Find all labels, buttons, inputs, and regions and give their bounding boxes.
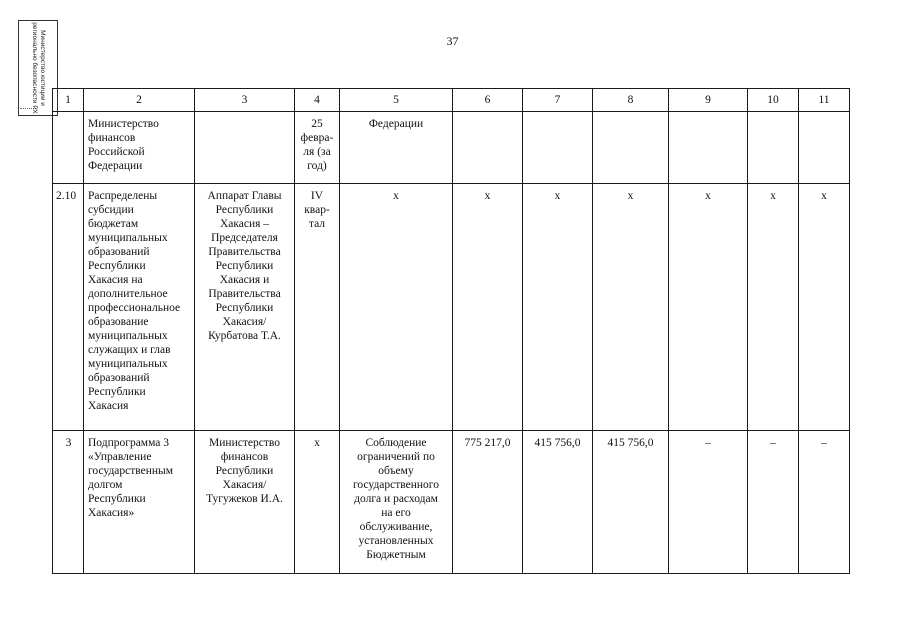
result-cell: Соблюдение ограничений по объему государственного долга и расходам на его обслуживание, установленных Бюджетным (340, 431, 453, 574)
header-cell: 7 (523, 89, 593, 112)
header-cell: 5 (340, 89, 453, 112)
row-number-cell: 2.10 (53, 184, 84, 431)
value-cell (523, 112, 593, 184)
value-cell: x (523, 184, 593, 431)
table-header-row (53, 89, 850, 112)
measure-name-cell: Распределены субсидии бюджетам муниципальных образований Республики Хакасия на дополнительное профессиональное образование муниципальных служащих и глав муниципальных образований Республики Хакасия (84, 184, 195, 431)
header-cell: 3 (195, 89, 295, 112)
table-row (53, 112, 850, 184)
header-cell: 9 (669, 89, 748, 112)
header-cell: 10 (748, 89, 799, 112)
stamp-mark (20, 108, 36, 117)
value-cell: 775 217,0 (453, 431, 523, 574)
header-cell: 2 (84, 89, 195, 112)
page-number: 37 (446, 34, 459, 48)
value-cell: x (669, 184, 748, 431)
value-cell (453, 112, 523, 184)
table-row (53, 184, 850, 431)
value-cell: 415 756,0 (523, 431, 593, 574)
stamp-text: Министерство юстиции и регионально безопасности РХ (31, 22, 46, 114)
value-cell: x (453, 184, 523, 431)
value-cell: – (669, 431, 748, 574)
header-cell: 6 (453, 89, 523, 112)
row-number-cell (53, 112, 84, 184)
value-cell (669, 112, 748, 184)
result-cell: x (340, 184, 453, 431)
header-cell: 4 (295, 89, 340, 112)
value-cell: – (799, 431, 850, 574)
result-cell: Федерации (340, 112, 453, 184)
value-cell: 415 756,0 (593, 431, 669, 574)
program-table (52, 88, 850, 574)
measure-name-cell: Министерство финансов Российской Федерации (84, 112, 195, 184)
deadline-cell: 25 февра- ля (за год) (295, 112, 340, 184)
table-row (53, 431, 850, 574)
value-cell (748, 112, 799, 184)
value-cell: – (748, 431, 799, 574)
value-cell: x (593, 184, 669, 431)
header-cell: 1 (53, 89, 84, 112)
value-cell (593, 112, 669, 184)
executor-cell (195, 112, 295, 184)
row-number-cell: 3 (53, 431, 84, 574)
header-cell: 8 (593, 89, 669, 112)
deadline-cell: IV квар- тал (295, 184, 340, 431)
value-cell (799, 112, 850, 184)
header-cell: 11 (799, 89, 850, 112)
executor-cell: Министерство финансов Республики Хакасия/ Тугужеков И.А. (195, 431, 295, 574)
executor-cell: Аппарат Главы Республики Хакасия – Председателя Правительства Республики Хакасия и Правительства Республики Хакасия/ Курбатова Т.А. (195, 184, 295, 431)
deadline-cell: x (295, 431, 340, 574)
value-cell: x (748, 184, 799, 431)
measure-name-cell: Подпрограмма 3 «Управление государственным долгом Республики Хакасия» (84, 431, 195, 574)
value-cell: x (799, 184, 850, 431)
